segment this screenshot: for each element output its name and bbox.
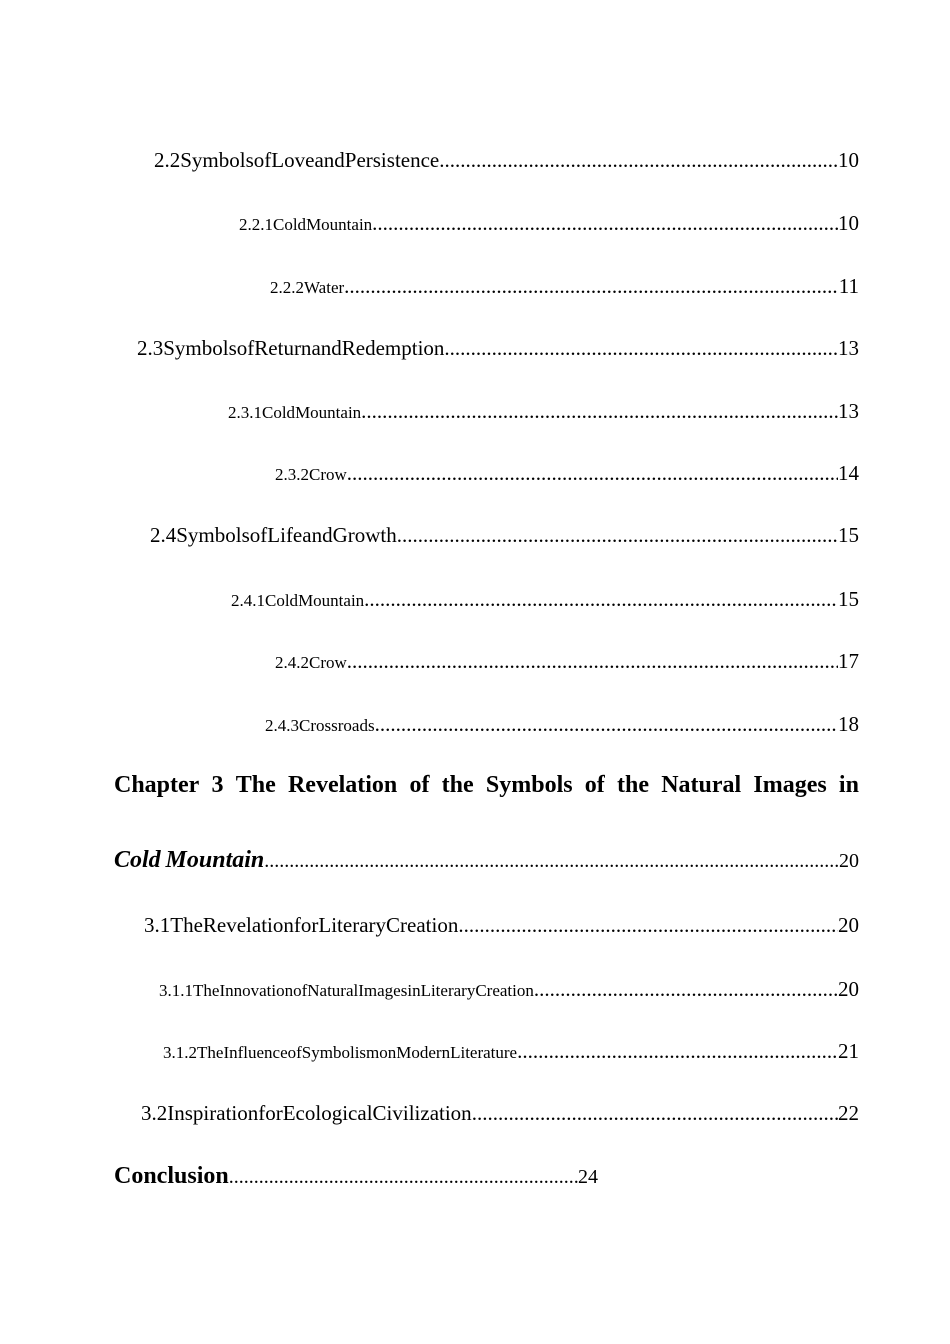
- title-word: the: [441, 772, 474, 798]
- section-number: 2.2.1: [239, 215, 273, 234]
- title-word: Revelation: [202, 913, 294, 937]
- toc-chapter-3-title[interactable]: [114, 772, 859, 799]
- toc-entry-3-1-2[interactable]: [0, 1039, 859, 1064]
- title-word: and: [311, 336, 342, 360]
- title-word: of: [293, 981, 308, 1000]
- page-number: 15: [838, 523, 859, 547]
- page-number: 20: [838, 913, 859, 937]
- page-number: 22: [838, 1101, 859, 1125]
- dot-leader: [347, 461, 838, 486]
- section-number: 2.4.2: [275, 653, 309, 672]
- title-word: Ecological: [282, 1101, 373, 1125]
- title-word: of: [584, 772, 605, 798]
- title-word: of: [236, 336, 255, 360]
- title-word: Crossroads: [299, 716, 375, 735]
- title-word: Natural: [661, 772, 742, 798]
- toc-entry-2-3-1[interactable]: [0, 399, 859, 424]
- page-number: 13: [838, 336, 859, 360]
- title-word: Cold: [114, 847, 161, 873]
- title-word: Natural: [307, 981, 359, 1000]
- title-word: Crow: [309, 653, 347, 672]
- title-word: Mountain: [306, 215, 373, 234]
- dot-leader: [364, 587, 838, 612]
- toc-entry-2-4-3[interactable]: [0, 712, 859, 737]
- title-word: Influence: [223, 1043, 288, 1062]
- section-number: 3.1.1: [159, 981, 193, 1000]
- title-word: on: [379, 1043, 397, 1062]
- title-word: of: [287, 1043, 302, 1062]
- title-word: Symbols: [176, 523, 250, 547]
- title-word: Images: [358, 981, 408, 1000]
- title-word: Return: [254, 336, 312, 360]
- title-word: Symbols: [485, 772, 573, 798]
- title-word: Mountain: [165, 847, 265, 873]
- title-word: for: [258, 1101, 283, 1125]
- dot-leader: [264, 850, 839, 873]
- section-number: 2.2.2: [270, 278, 304, 297]
- title-word: Creation: [475, 981, 534, 1000]
- title-word: Persistence: [344, 148, 440, 172]
- title-word: Modern: [396, 1043, 451, 1062]
- title-word: Love: [271, 148, 315, 172]
- title-word: The: [197, 1043, 224, 1062]
- toc-entry-2-2[interactable]: [0, 148, 859, 173]
- title-word: Chapter: [114, 772, 200, 798]
- title-word: Symbols: [180, 148, 254, 172]
- title-word: Literary: [318, 913, 387, 937]
- dot-leader: [472, 1101, 838, 1126]
- section-number: 3.1.2: [163, 1043, 197, 1062]
- title-word: Symbols: [163, 336, 237, 360]
- section-number: 2.4: [150, 523, 177, 547]
- title-word: of: [249, 523, 268, 547]
- title-word: and: [314, 148, 345, 172]
- dot-leader: [439, 148, 838, 173]
- title-word: Cold: [273, 215, 307, 234]
- title-word: 3: [211, 772, 224, 798]
- title-word: Water: [304, 278, 345, 297]
- section-number: 3.1: [144, 913, 171, 937]
- title-word: Mountain: [298, 591, 365, 610]
- section-number: 3.2: [141, 1101, 168, 1125]
- title-word: Cold: [265, 591, 299, 610]
- title-word: Conclusion: [114, 1163, 229, 1189]
- title-word: Growth: [332, 523, 397, 547]
- section-number: 2.3.1: [228, 403, 262, 422]
- toc-entry-2-3[interactable]: [0, 336, 859, 361]
- page-number: 18: [838, 712, 859, 736]
- page-number: 10: [838, 211, 859, 235]
- title-word: Redemption: [341, 336, 445, 360]
- section-number: 2.2: [154, 148, 181, 172]
- toc-entry-3-1-1[interactable]: [0, 977, 859, 1002]
- title-word: Literature: [450, 1043, 518, 1062]
- toc-entry-2-4-1[interactable]: [0, 587, 859, 612]
- title-word: Symbolism: [301, 1043, 380, 1062]
- title-word: Mountain: [295, 403, 362, 422]
- dot-leader: [229, 1166, 578, 1189]
- page-number: 21: [838, 1039, 859, 1063]
- toc-entry-2-4[interactable]: [0, 523, 859, 548]
- dot-leader: [444, 336, 838, 361]
- title-word: Literary: [420, 981, 476, 1000]
- toc-entry-2-4-2[interactable]: [0, 649, 859, 674]
- title-word: The: [193, 981, 220, 1000]
- dot-leader: [372, 211, 838, 236]
- title-word: Inspiration: [167, 1101, 259, 1125]
- title-word: of: [253, 148, 272, 172]
- page-number: 15: [838, 587, 859, 611]
- section-number: 2.3.2: [275, 465, 309, 484]
- title-word: Crow: [309, 465, 347, 484]
- title-word: The: [170, 913, 203, 937]
- toc-entry-3-2[interactable]: [0, 1101, 859, 1126]
- title-word: Creation: [386, 913, 459, 937]
- dot-leader: [361, 399, 838, 424]
- section-number: 2.3: [137, 336, 164, 360]
- toc-chapter-3-continuation[interactable]: [114, 847, 859, 874]
- section-number: 2.4.3: [265, 716, 299, 735]
- title-word: of: [409, 772, 430, 798]
- title-word: The: [235, 772, 276, 798]
- page-number: 24: [578, 1166, 598, 1188]
- page-number: 20: [839, 850, 859, 872]
- title-word: Images: [753, 772, 827, 798]
- toc-entry-2-2-2[interactable]: [0, 274, 859, 299]
- title-word: for: [293, 913, 319, 937]
- title-word: in: [838, 772, 859, 798]
- title-word: and: [302, 523, 333, 547]
- title-word: Cold: [262, 403, 296, 422]
- toc-entry-2-2-1[interactable]: [0, 211, 859, 236]
- toc-entry-2-3-2[interactable]: [0, 461, 859, 486]
- title-word: Civilization: [372, 1101, 472, 1125]
- title-word: in: [407, 981, 421, 1000]
- toc-entry-conclusion[interactable]: [114, 1163, 598, 1190]
- page-number: 14: [838, 461, 859, 485]
- page-number: 11: [838, 274, 859, 298]
- toc-entry-3-1[interactable]: [0, 913, 859, 938]
- section-number: 2.4.1: [231, 591, 265, 610]
- title-word: the: [616, 772, 649, 798]
- dot-leader: [347, 649, 838, 674]
- dot-leader: [517, 1039, 838, 1064]
- title-word: Life: [267, 523, 303, 547]
- dot-leader: [344, 274, 839, 299]
- title-word: Innovation: [219, 981, 294, 1000]
- page-number: 20: [838, 977, 859, 1001]
- dot-leader: [458, 913, 838, 938]
- dot-leader: [397, 523, 838, 548]
- page-number: 17: [838, 649, 859, 673]
- page-number: 10: [838, 148, 859, 172]
- title-word: Revelation: [287, 772, 398, 798]
- page-number: 13: [838, 399, 859, 423]
- dot-leader: [534, 977, 838, 1002]
- dot-leader: [375, 712, 838, 737]
